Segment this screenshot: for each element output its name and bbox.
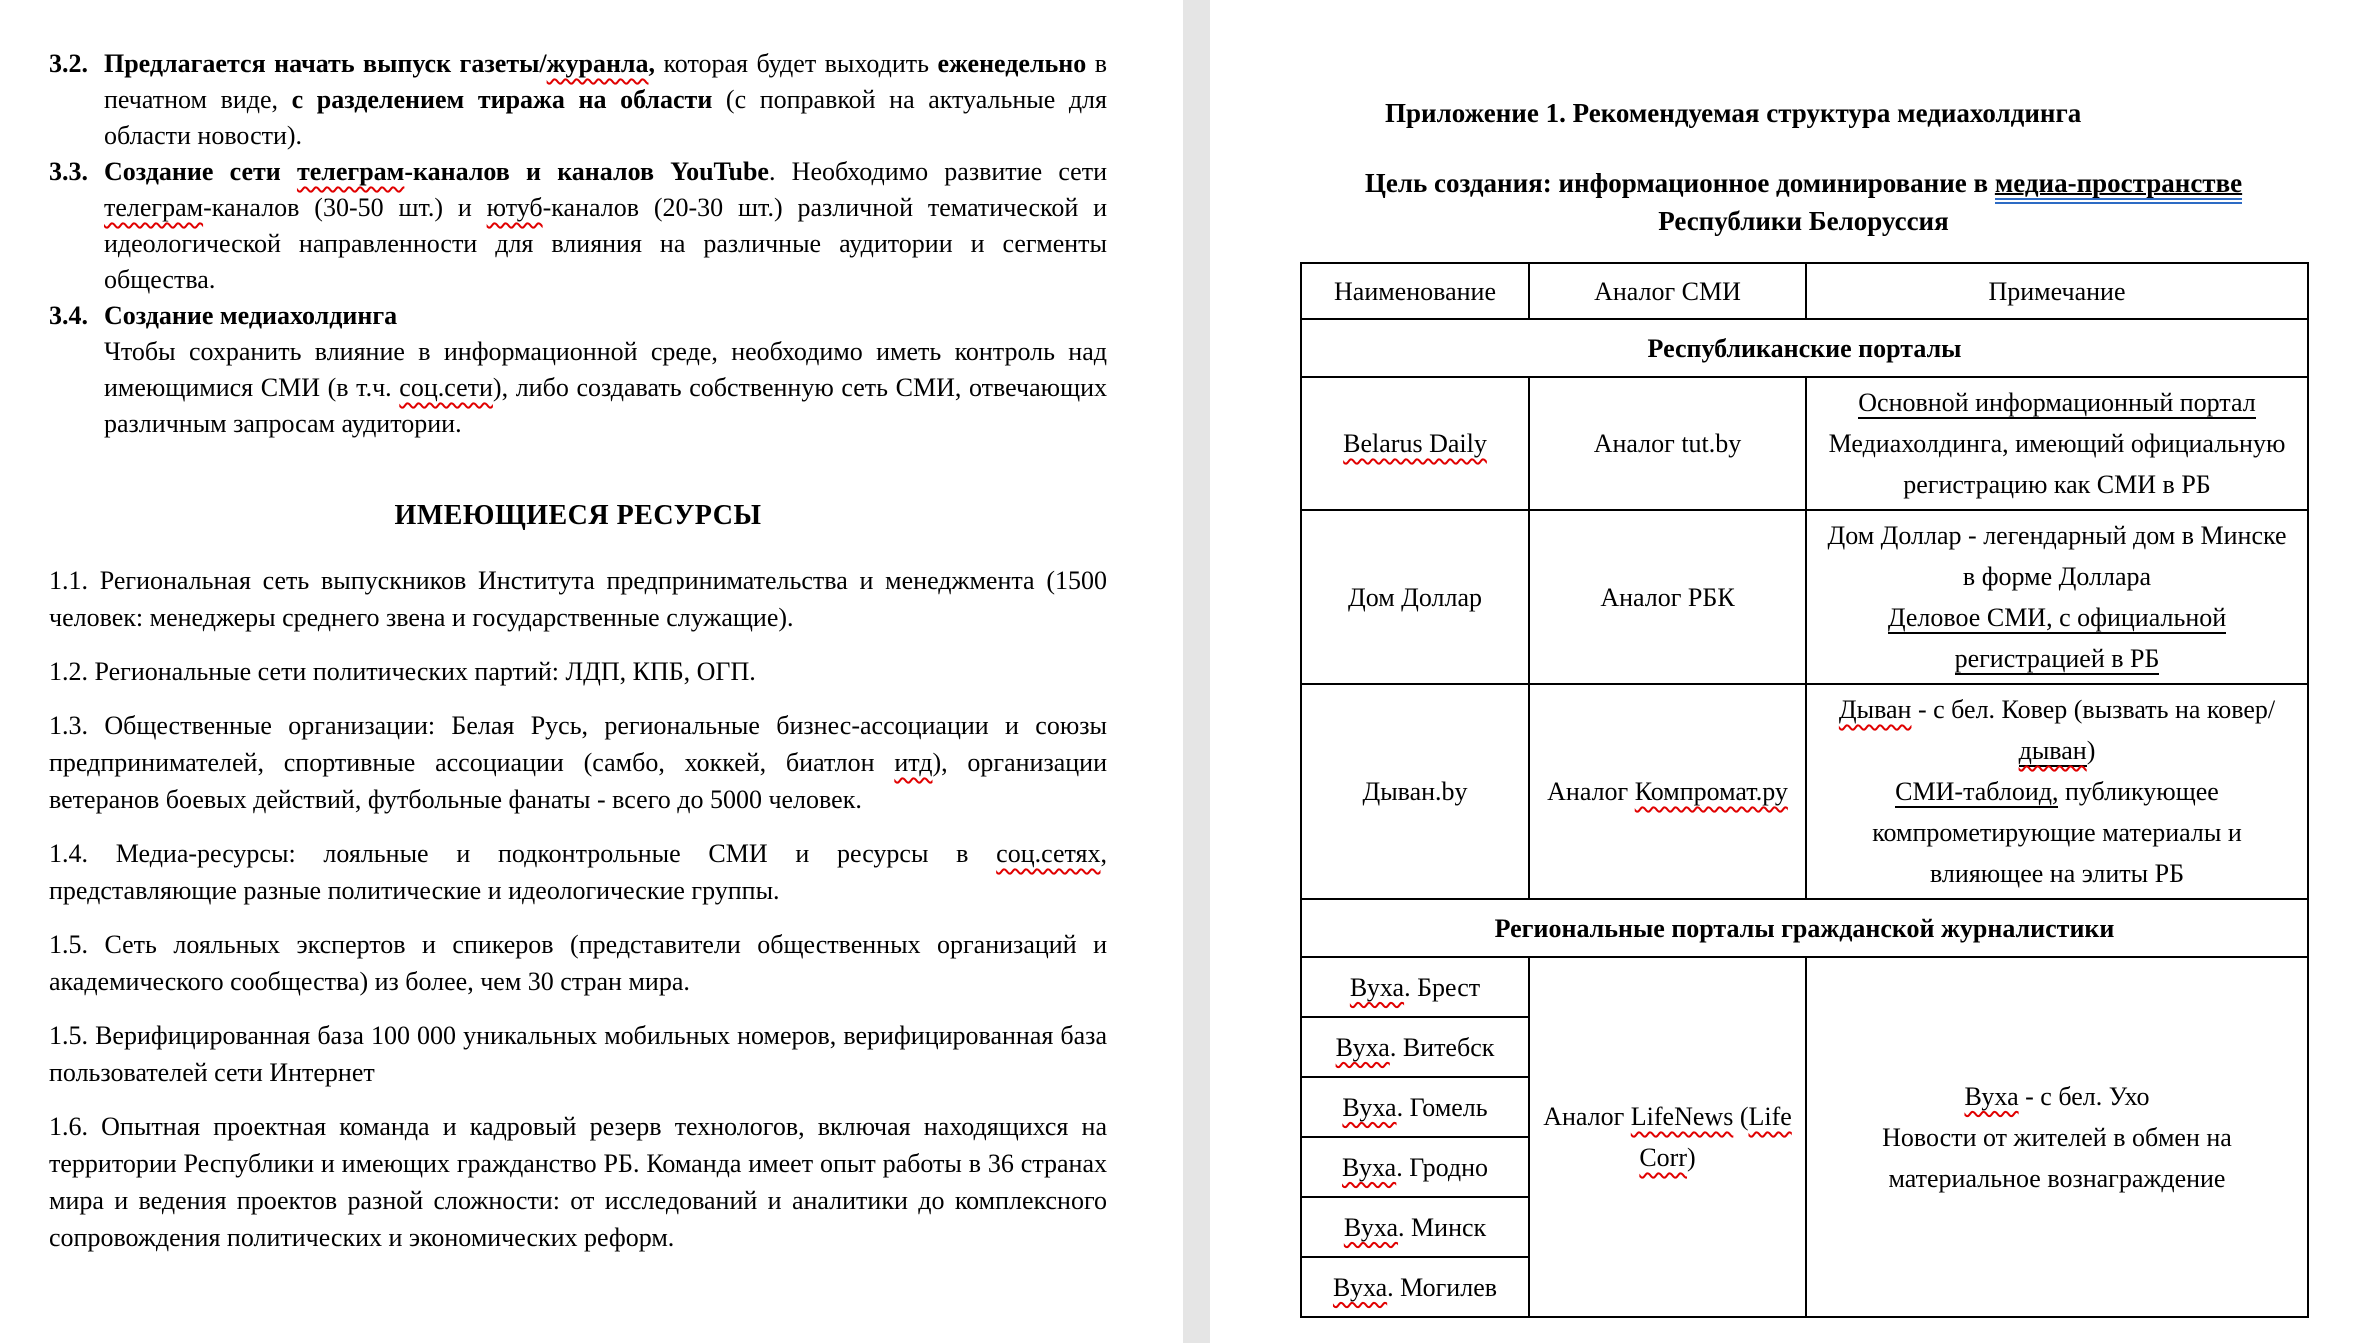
text-run: Вуха xyxy=(1964,1081,2019,1111)
text-run: Аналог РБК xyxy=(1600,582,1735,612)
table-row-belarus-daily xyxy=(1301,377,2308,510)
text-run: . Могилев xyxy=(1387,1272,1498,1302)
text-run: ) xyxy=(2086,736,2096,765)
text-run: Дом Доллар xyxy=(1347,582,1483,612)
text-run: ), либо создавать собственную сеть СМИ, отвечающих различным запросам аудитории. xyxy=(104,373,1108,438)
text-run: соц.сети xyxy=(399,373,493,402)
text-run: ) xyxy=(1687,1143,1696,1172)
text-run: 1.3. Общественные организации: Белая Русь, региональные бизнес-ассоциации и союзы предпринимателей, спортивные ассоциации (самбо, хоккей, биатлон xyxy=(49,711,1107,777)
resource-paragraph-1-4 xyxy=(49,835,1107,909)
numbered-item-3-2 xyxy=(49,46,1107,154)
text-run: Создание медиахолдинга xyxy=(104,301,398,330)
numbered-item-3-4 xyxy=(49,298,1107,442)
text-run: . Брест xyxy=(1404,972,1481,1002)
text-run: 1.2. Региональные сети политических партий: ЛДП, КПБ, ОГП. xyxy=(49,657,756,686)
text-run: -каналов и каналов YouTube xyxy=(404,157,769,186)
text-run: телеграм xyxy=(104,193,204,222)
text-run: 1.1. Региональная сеть выпускников Института предпринимательства и менеджмента (1500 человек: менеджеры среднего звена и государственные служащие). xyxy=(49,566,1107,632)
item-number: 3.2. xyxy=(49,49,88,78)
text-run: Corr xyxy=(1639,1143,1687,1172)
page-left xyxy=(0,0,1183,1343)
text-run: Аналог xyxy=(1547,777,1635,806)
text-run: Медиахолдинга, имеющий официальную регистрацию как СМИ в РБ xyxy=(1828,429,2286,499)
name-cell xyxy=(1301,957,1529,1017)
analog-cell xyxy=(1529,684,1806,899)
page-divider-gutter xyxy=(1183,0,1210,1343)
text-run: ), организации ветеранов боевых действий, футбольные фанаты - всего до 5000 человек. xyxy=(49,748,1107,814)
text-run: Вуха xyxy=(1332,1272,1388,1302)
name-cell xyxy=(1301,1017,1529,1077)
text-run: телеграм xyxy=(296,157,405,186)
text-run: -каналов (30-50 шт.) и xyxy=(203,193,487,222)
text-run: LifeNews xyxy=(1630,1102,1734,1131)
section-cell: Региональные порталы гражданской журналистики xyxy=(1301,899,2308,957)
text-run: Создание сети xyxy=(104,157,297,186)
text-run: . Необходимо развитие сети xyxy=(768,157,1107,186)
text-run: (с поправкой на актуальные для области новости). xyxy=(104,85,1107,150)
analog-cell xyxy=(1529,510,1806,684)
text-run: , xyxy=(648,49,656,78)
text-run: Аналог tut.by xyxy=(1593,429,1742,458)
text-run: Основной информационный портал xyxy=(1858,388,2256,417)
page-right xyxy=(1210,0,2380,1343)
text-run: Life xyxy=(1748,1102,1792,1131)
section-row-republican xyxy=(1301,319,2308,377)
text-run: Чтобы сохранить влияние в информационной среде, необходимо иметь контроль над имеющимися СМИ (в т.ч. xyxy=(104,337,1107,402)
table-row-dyvan xyxy=(1301,684,2308,899)
text-run: -каналов (20-30 шт.) различной тематической и идеологической направленности для влияния на различные аудитории и сегменты общества. xyxy=(104,193,1107,294)
text-run: 1.4. Медиа-ресурсы: лояльные и подконтрольные СМИ и ресурсы в xyxy=(49,839,997,868)
name-cell xyxy=(1301,1197,1529,1257)
resource-paragraph-1-6 xyxy=(49,1108,1107,1256)
text-run: Вуха xyxy=(1342,1152,1397,1182)
text-run: . Гродно xyxy=(1396,1152,1488,1182)
text-run: в печатном виде, xyxy=(104,49,1108,114)
text-run: журанла xyxy=(546,49,649,78)
appendix-title: Приложение 1. Рекомендуемая структура медиахолдинга xyxy=(1385,98,2082,128)
header-cell-name: Наименование xyxy=(1301,263,1529,319)
numbered-item-3-3 xyxy=(49,154,1107,298)
text-run: 1.5. Верифицированная база 100 000 уникальных мобильных номеров, верифицированная база пользователей сети Интернет xyxy=(49,1021,1107,1087)
text-run: Республики Белоруссия xyxy=(1658,206,1949,236)
text-run: Аналог xyxy=(1543,1102,1631,1131)
section-row-regional xyxy=(1301,899,2308,957)
text-run: Деловое СМИ, с официальной регистрацией в РБ xyxy=(1887,603,2227,673)
text-run: ( xyxy=(1733,1102,1749,1131)
text-run: Дыван xyxy=(1838,695,1912,724)
name-cell xyxy=(1301,1137,1529,1197)
text-run: ютуб xyxy=(486,193,543,222)
text-run: Дыван.by xyxy=(1362,777,1468,806)
item-body xyxy=(104,46,1107,154)
text-run: дыван xyxy=(2018,736,2087,765)
text-run: СМИ-таблоид, xyxy=(1895,777,2059,806)
text-run: Новости от жителей в обмен на материальное вознаграждение xyxy=(1882,1122,2232,1193)
resource-paragraph-1-2 xyxy=(49,653,1107,690)
text-run: 1.6. Опытная проектная команда и кадровый резерв технологов, включая находящихся на территории Республики и имеющих гражданство РБ. Команда имеет опыт работы в 36 странах мира и ведения проектов разной сложности: от исследований и аналитики до комплексного сопровождения политических и экономических реформ. xyxy=(49,1112,1107,1252)
resource-paragraph-1-1 xyxy=(49,562,1107,636)
section-heading-resources: ИМЕЮЩИЕСЯ РЕСУРСЫ xyxy=(394,500,762,531)
text-run: , представляющие разные политические и идеологические группы. xyxy=(49,839,1107,905)
name-cell xyxy=(1301,1257,1529,1317)
note-cell-regional xyxy=(1806,957,2308,1317)
text-run: с разделением тиража на области xyxy=(291,85,713,114)
table-header-row xyxy=(1301,263,2308,319)
header-cell-analog: Аналог СМИ xyxy=(1529,263,1806,319)
text-run: которая будет выходить xyxy=(655,49,938,78)
name-cell xyxy=(1301,510,1529,684)
text-run: . Гомель xyxy=(1396,1092,1488,1122)
text-run: Вуха xyxy=(1349,972,1405,1002)
text-run: Цель создания: информационное доминирование в xyxy=(1364,168,1995,198)
text-run: еженедельно xyxy=(937,49,1087,78)
note-cell xyxy=(1806,377,2308,510)
name-cell xyxy=(1301,684,1529,899)
item-body xyxy=(104,154,1107,298)
header-cell-note: Примечание xyxy=(1806,263,2308,319)
text-run: Вуха xyxy=(1342,1092,1397,1122)
resource-paragraph-1-3 xyxy=(49,707,1107,818)
name-cell xyxy=(1301,1077,1529,1137)
resource-paragraph-1-5 xyxy=(49,926,1107,1000)
text-run: Belarus Daily xyxy=(1343,429,1487,458)
text-run: 1.5. Сеть лояльных экспертов и спикеров (представители общественных организаций и академического сообщества) из более, чем 30 стран мира. xyxy=(49,930,1107,996)
analog-cell-regional xyxy=(1529,957,1806,1317)
note-cell xyxy=(1806,510,2308,684)
item-body xyxy=(104,298,1107,442)
text-run: - с бел. Ухо xyxy=(2018,1081,2150,1111)
text-run: соц.сетях xyxy=(996,839,1101,868)
media-holding-table xyxy=(1300,262,2309,1318)
text-run: публикующее компрометирующие материалы и влияющее на элиты РБ xyxy=(1872,777,2242,888)
resource-paragraph-1-5b xyxy=(49,1017,1107,1091)
goal-statement xyxy=(1300,164,2307,240)
text-run: . Витебск xyxy=(1389,1032,1495,1062)
name-cell xyxy=(1301,377,1529,510)
item-number: 3.3. xyxy=(49,157,88,186)
text-run: - с бел. Ковер (вызвать на ковер/ xyxy=(1911,695,2276,724)
note-cell xyxy=(1806,684,2308,899)
table-row-vuha-brest xyxy=(1301,957,2308,1017)
text-run: Вуха xyxy=(1343,1212,1399,1242)
section-cell: Республиканские порталы xyxy=(1301,319,2308,377)
text-run: Компромат.ру xyxy=(1634,777,1788,806)
text-run: Вуха xyxy=(1335,1032,1390,1062)
item-number: 3.4. xyxy=(49,301,88,330)
text-run: . Минск xyxy=(1398,1212,1487,1242)
text-run: медиа-пространстве xyxy=(1995,168,2242,204)
table-row-dom-dollar xyxy=(1301,510,2308,684)
text-run: итд xyxy=(894,748,933,777)
text-run: Дом Доллар - легендарный дом в Минске в форме Доллара xyxy=(1827,521,2287,591)
analog-cell xyxy=(1529,377,1806,510)
text-run: Предлагается начать выпуск газеты/ xyxy=(104,49,547,78)
